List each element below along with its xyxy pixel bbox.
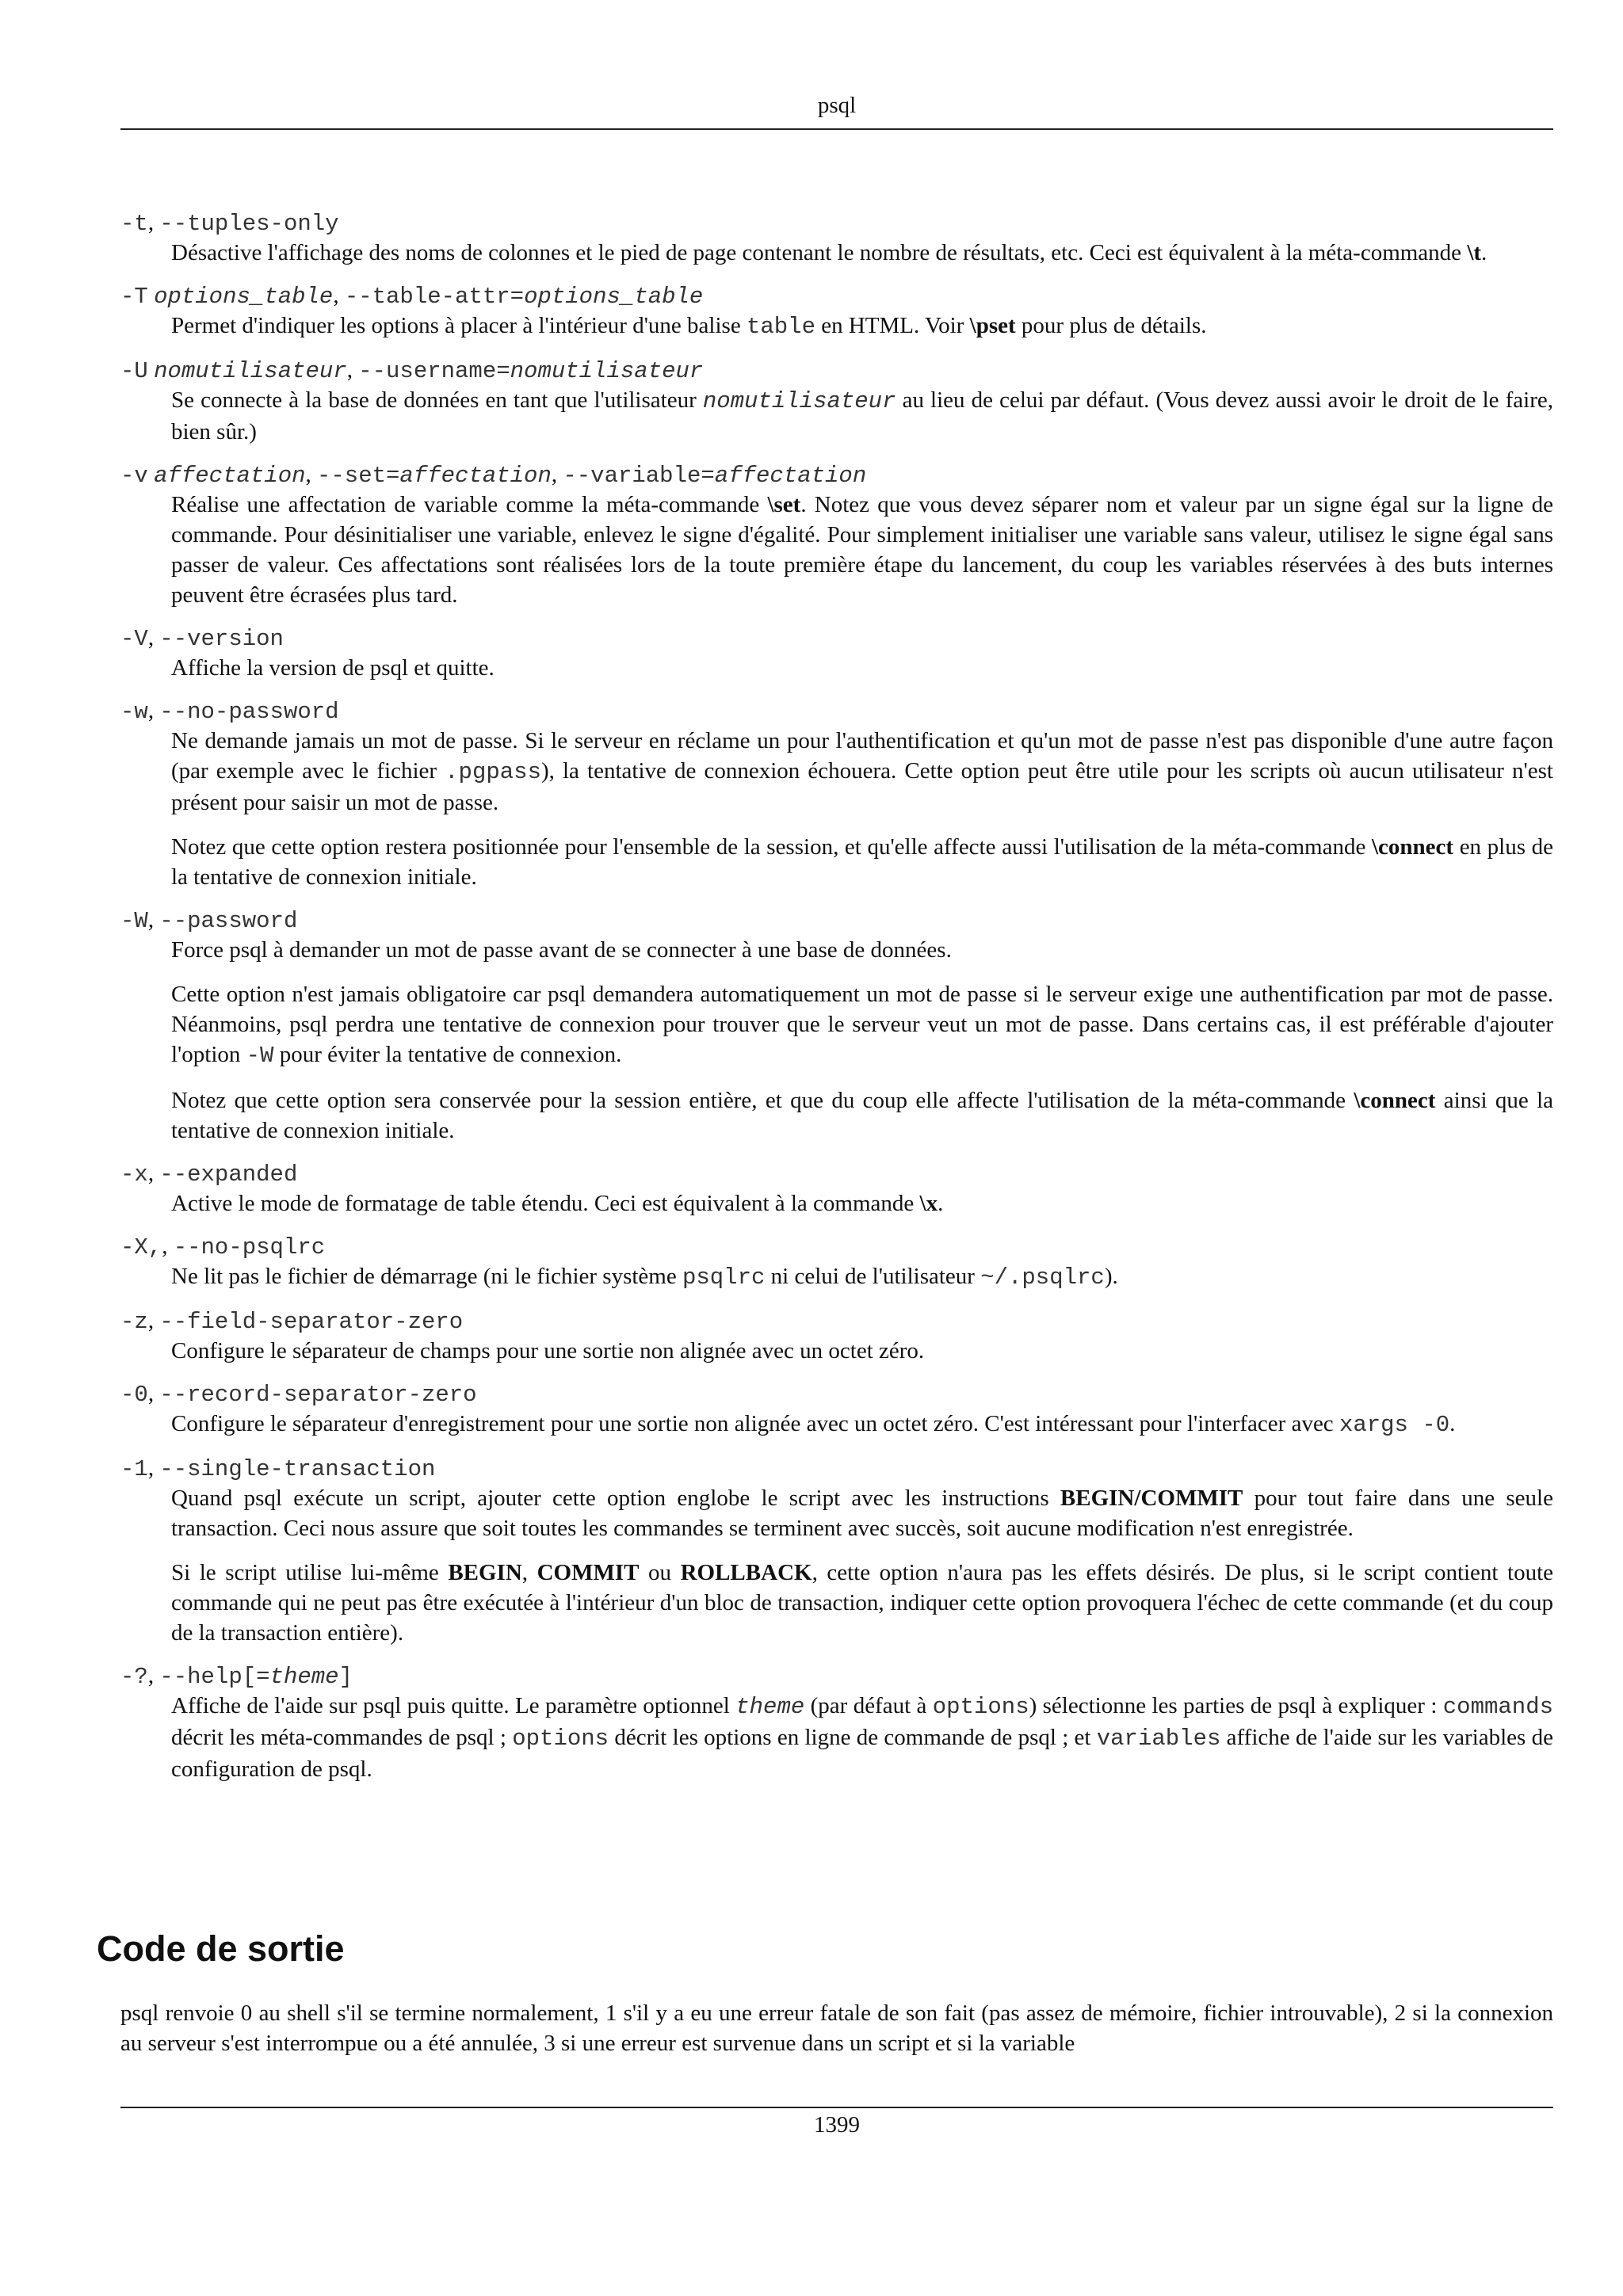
page-header xyxy=(120,93,1553,130)
meta-command: \t xyxy=(1467,240,1482,265)
text: ou xyxy=(639,1560,681,1585)
option-expanded xyxy=(120,1158,1553,1219)
filename: ~/.psqlrc xyxy=(980,1264,1105,1291)
text: Ne lit pas le fichier de démarrage (ni le fichier système xyxy=(171,1264,682,1289)
option-help xyxy=(120,1661,1553,1784)
literal: commands xyxy=(1442,1694,1554,1720)
short-flag: -V xyxy=(120,626,148,652)
long-flag: --set= xyxy=(317,463,400,489)
short-flag: -x xyxy=(120,1161,148,1188)
flag-argument: affectation xyxy=(714,463,867,489)
option-description xyxy=(171,490,1553,610)
text: ), la tentative de connexion échouera. Cette option peut être utile pour les scripts où aucun utilisateur n'est présent pour saisir un mot de passe. xyxy=(171,758,1553,815)
filename: .pgpass xyxy=(445,759,541,785)
option-description xyxy=(171,1188,1553,1219)
paragraph xyxy=(171,1558,1553,1648)
options-list xyxy=(120,208,1553,1797)
option-password xyxy=(120,905,1553,1146)
option-term: -W, --password xyxy=(120,907,298,934)
sql-command: ROLLBACK xyxy=(680,1560,812,1585)
literal: variables xyxy=(1096,1726,1221,1752)
section-paragraph: psql renvoie 0 au shell s'il se termine normalement, 1 s'il y a eu une erreur fatale de son fait (pas assez de mémoire, fichier introuvable), 2 si la connexion au serveur s'est interrompue ou a été annulée, 3 si une erreur est survenue dans un script et si la variable xyxy=(120,2000,1553,2056)
option-term: -x, --expanded xyxy=(120,1161,298,1188)
paragraph xyxy=(171,1261,1553,1293)
flag-argument: theme xyxy=(269,1664,339,1690)
text: en HTML. Voir xyxy=(815,313,970,338)
literal: options xyxy=(512,1726,609,1752)
option-description xyxy=(171,935,1553,1146)
text: au lieu de celui par défaut. (Vous devez aussi avoir le droit de le faire, bien sûr.) xyxy=(171,387,1553,444)
text: décrit les options en ligne de commande de psql ; et xyxy=(609,1725,1097,1750)
sql-command: COMMIT xyxy=(537,1560,640,1585)
option-term: -0, --record-separator-zero xyxy=(120,1381,477,1408)
literal: options xyxy=(932,1694,1029,1720)
long-flag: --password xyxy=(159,908,298,934)
option-table-attr xyxy=(120,280,1553,342)
paragraph xyxy=(171,385,1553,447)
flag-argument: affectation xyxy=(154,463,306,489)
paragraph xyxy=(171,1336,1553,1366)
long-flag: --single-transaction xyxy=(159,1456,436,1482)
long-flag: --help[= xyxy=(159,1664,270,1690)
text: Notez que cette option restera positionnée pour l'ensemble de la session, et qu'elle affecte aussi l'utilisation de la méta-commande xyxy=(171,834,1372,860)
text: / xyxy=(1134,1486,1141,1511)
option-description xyxy=(171,726,1553,892)
paragraph xyxy=(171,935,1553,965)
text: Notez que cette option sera conservée pour la session entière, et que du coup elle affecte l'utilisation de la méta-commande xyxy=(171,1088,1354,1113)
command-literal: xargs -0 xyxy=(1338,1412,1450,1438)
text: pour éviter la tentative de connexion. xyxy=(273,1042,622,1067)
text: ) sélectionne les parties de psql à expliquer : xyxy=(1029,1693,1443,1718)
option-description xyxy=(171,1261,1553,1293)
flag-argument: affectation xyxy=(399,463,552,489)
option-description xyxy=(171,653,1553,683)
long-flag: --table-attr= xyxy=(344,284,525,310)
flag-argument: nomutilisateur xyxy=(510,358,704,384)
text: Configure le séparateur de champs pour une sortie non alignée avec un octet zéro. xyxy=(171,1338,925,1363)
text: Réalise une affectation de variable comme la méta-commande xyxy=(171,492,768,517)
text: Affiche de l'aide sur psql puis quitte. Le paramètre optionnel xyxy=(171,1693,736,1718)
option-set xyxy=(120,460,1553,610)
long-flag: --field-separator-zero xyxy=(159,1309,464,1335)
paragraph xyxy=(171,1691,1553,1784)
long-flag: --record-separator-zero xyxy=(159,1382,477,1408)
option-term: -1, --single-transaction xyxy=(120,1455,436,1482)
option-term: -V, --version xyxy=(120,625,284,652)
text: ). xyxy=(1104,1264,1118,1289)
text: affiche de l'aide sur les variables de configuration de psql. xyxy=(171,1725,1553,1782)
text: Cette option n'est jamais obligatoire car psql demandera automatiquement un mot de passe si le serveur exige une authentification par mot de passe. Néanmoins, psql perdra une tentative de connexion pour trouver que le serveur veut un mot de passe. Dans certains cas, il est préférable d'ajouter l'option xyxy=(171,982,1553,1067)
meta-command: \pset xyxy=(969,313,1016,338)
option-term: -z, --field-separator-zero xyxy=(120,1308,464,1335)
paragraph xyxy=(171,832,1553,892)
text: . xyxy=(1449,1411,1456,1436)
short-flag: -T xyxy=(120,284,148,310)
text: , xyxy=(521,1560,537,1585)
text: en plus de la tentative de connexion initiale. xyxy=(171,834,1553,890)
text: Force psql à demander un mot de passe avant de se connecter à une base de données. xyxy=(171,937,952,963)
page-footer xyxy=(120,2107,1553,2138)
option-description xyxy=(171,1336,1553,1366)
text: Ne demande jamais un mot de passe. Si le serveur en réclame un pour l'authentification et qu'un mot de passe n'est pas disponible d'une autre façon (par exemple avec le fichier xyxy=(171,728,1553,784)
text: (par défaut à xyxy=(804,1693,933,1718)
paragraph xyxy=(171,238,1553,268)
short-flag: -t xyxy=(120,211,148,237)
replaceable: theme xyxy=(735,1694,805,1720)
short-flag: -0 xyxy=(120,1382,148,1408)
option-term: -t, --tuples-only xyxy=(120,210,339,237)
paragraph xyxy=(171,1483,1553,1543)
short-flag: -X, xyxy=(120,1234,162,1261)
text: . xyxy=(938,1191,944,1216)
running-title: psql xyxy=(817,93,857,118)
option-description xyxy=(171,1483,1553,1648)
text: Se connecte à la base de données en tant que l'utilisateur xyxy=(171,387,703,413)
meta-command: \connect xyxy=(1354,1088,1436,1113)
replaceable: nomutilisateur xyxy=(702,388,896,414)
sql-command: BEGIN xyxy=(1060,1486,1135,1511)
sql-command: BEGIN xyxy=(448,1560,522,1585)
long-flag-tail: ] xyxy=(338,1664,353,1690)
option-description xyxy=(171,385,1553,447)
option-no-psqlrc xyxy=(120,1231,1553,1293)
option-term: -v affectation, --set=affectation, --variable=affectation xyxy=(120,462,867,489)
option-description xyxy=(171,1691,1553,1784)
flag-argument: nomutilisateur xyxy=(154,358,347,384)
text: décrit les méta-commandes de psql ; xyxy=(171,1725,513,1750)
meta-command: \set xyxy=(767,492,801,517)
text: ainsi que la tentative de connexion initiale. xyxy=(171,1088,1553,1143)
section-heading: Code de sortie xyxy=(97,1928,345,1969)
text: pour tout faire dans une seule transaction. Ceci nous assure que soit toutes les commandes se terminent avec succès, soit aucune modification n'est enregistrée. xyxy=(171,1486,1553,1541)
paragraph xyxy=(171,726,1553,818)
paragraph xyxy=(171,1188,1553,1219)
long-flag: --username= xyxy=(358,358,510,384)
text: ni celui de l'utilisateur xyxy=(765,1264,981,1289)
long-flag: --variable= xyxy=(563,463,715,489)
text: Permet d'indiquer les options à placer à l'intérieur d'une balise xyxy=(171,313,747,338)
paragraph xyxy=(171,1409,1553,1440)
meta-command: \connect xyxy=(1371,834,1454,860)
text: . xyxy=(1481,240,1487,265)
option-term: -w, --no-password xyxy=(120,698,339,725)
flag-argument: options_table xyxy=(154,284,334,310)
option-term: -U nomutilisateur, --username=nomutilisateur xyxy=(120,357,704,384)
option-no-password xyxy=(120,696,1553,892)
option-single-transaction xyxy=(120,1453,1553,1648)
short-flag: -W xyxy=(120,908,148,934)
meta-command: \x xyxy=(919,1191,938,1216)
short-flag: -v xyxy=(120,463,148,489)
text: Active le mode de formatage de table étendu. Ceci est équivalent à la commande xyxy=(171,1191,920,1216)
paragraph xyxy=(171,490,1553,610)
text: Désactive l'affichage des noms de colonnes et le pied de page contenant le nombre de résultats, etc. Ceci est équivalent à la méta-commande xyxy=(171,240,1468,265)
literal: -W xyxy=(246,1043,274,1069)
option-version xyxy=(120,623,1553,683)
short-flag: -z xyxy=(120,1309,148,1335)
paragraph xyxy=(171,979,1553,1071)
short-flag: -U xyxy=(120,358,148,384)
literal: table xyxy=(746,314,815,340)
option-description xyxy=(171,1409,1553,1440)
text: Affiche la version de psql et quitte. xyxy=(171,655,495,681)
long-flag: --tuples-only xyxy=(159,211,339,237)
short-flag: -1 xyxy=(120,1456,148,1482)
option-description xyxy=(171,311,1553,342)
long-flag: --version xyxy=(159,626,284,652)
long-flag: --no-password xyxy=(159,699,339,725)
short-flag: -w xyxy=(120,699,148,725)
text: Quand psql exécute un script, ajouter cette option englobe le script avec les instructions xyxy=(171,1486,1060,1511)
option-description xyxy=(171,238,1553,268)
option-tuples-only xyxy=(120,208,1553,268)
option-term: -X,, --no-psqlrc xyxy=(120,1234,326,1261)
text: pour plus de détails. xyxy=(1015,313,1207,338)
text: , cette option n'aura pas les effets désirés. De plus, si le script contient toute commande qui ne peut pas être exécutée à l'intérieur d'un bloc de transaction, indiquer cette option provoquera l'échec de cette commande (et du coup de la transaction entière). xyxy=(171,1560,1554,1646)
option-username xyxy=(120,355,1553,447)
filename: psqlrc xyxy=(682,1264,766,1291)
option-field-separator-zero xyxy=(120,1306,1553,1366)
long-flag: --expanded xyxy=(159,1161,298,1188)
text: Si le script utilise lui-même xyxy=(171,1560,449,1585)
text: . Notez que vous devez séparer nom et valeur par un signe égal sur la ligne de commande. Pour désinitialiser une variable, enlevez le signe d'égalité. Pour simplement initialiser une variable sans valeur, utilisez le signe égal sans passer de valeur. Ces affectations sont réalisées lors de la toute première étape du lancement, du coup les variables réservées à des buts internes peuvent être écrasées plus tard. xyxy=(171,492,1553,608)
option-term: -?, --help[=theme] xyxy=(120,1663,353,1690)
paragraph xyxy=(171,311,1553,342)
paragraph xyxy=(171,653,1553,683)
page-number: 1399 xyxy=(814,2112,860,2138)
option-record-separator-zero xyxy=(120,1379,1553,1440)
paragraph xyxy=(171,1085,1553,1146)
sql-command: COMMIT xyxy=(1140,1486,1243,1511)
long-flag: --no-psqlrc xyxy=(173,1234,326,1261)
short-flag: -? xyxy=(120,1664,148,1690)
option-term: -T options_table, --table-attr=options_table xyxy=(120,283,704,310)
flag-argument: options_table xyxy=(524,284,704,310)
text: Configure le séparateur d'enregistrement pour une sortie non alignée avec un octet zéro. C'est intéressant pour l'interfacer avec xyxy=(171,1411,1339,1436)
